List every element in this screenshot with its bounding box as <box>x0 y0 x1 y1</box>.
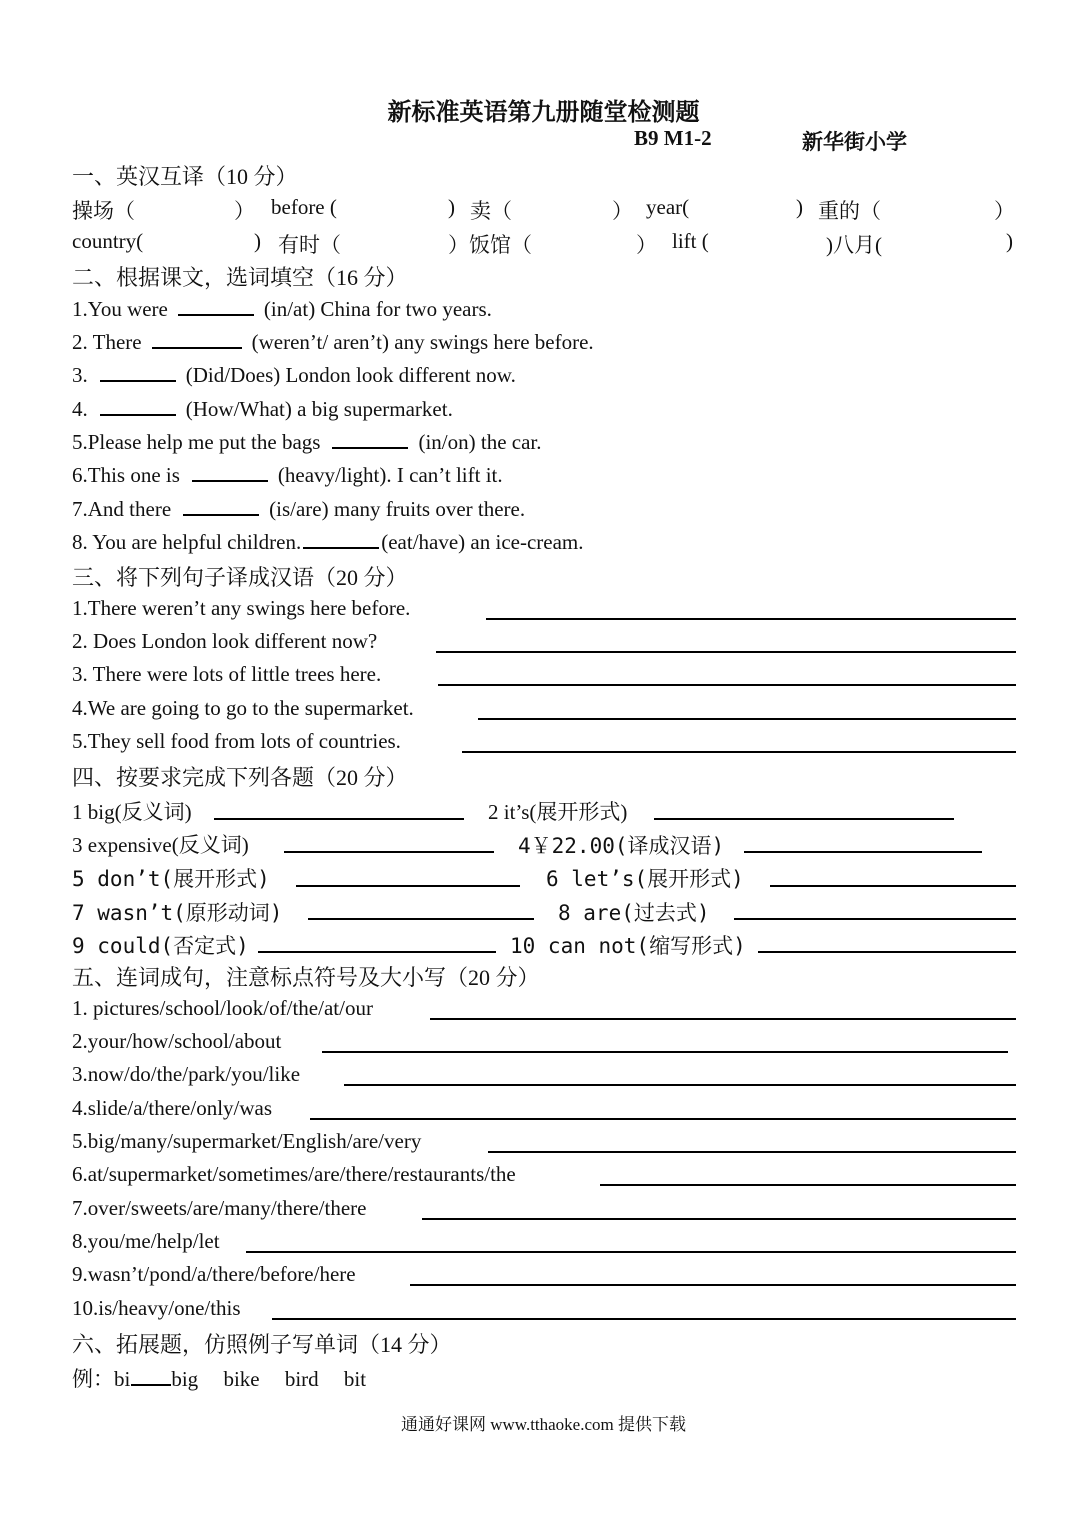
section-3-heading: 三、将下列句子译成汉语（20 分） <box>72 565 408 590</box>
fill-item-options: (is/are) many fruits over there. <box>269 497 526 521</box>
translate-item-2: 2. Does London look different now? <box>72 629 378 653</box>
fill-item-text: 6.This one is <box>72 463 180 487</box>
page-title: 新标准英语第九册随堂检测题 <box>387 100 700 126</box>
fill-item-options: (eat/have) an ice-cream. <box>381 530 584 554</box>
section-5-heading: 五、连词成句，注意标点符号及大小写（20 分） <box>72 965 540 990</box>
section-4-heading: 四、按要求完成下列各题（20 分） <box>72 765 408 790</box>
reorder-item-6: 6.at/supermarket/sometimes/are/there/restaurants/the <box>72 1162 516 1186</box>
fill-item-2 <box>72 329 594 355</box>
grammar-item-9: 9 could(否定式) <box>72 934 249 958</box>
example-word: bird <box>284 1367 319 1391</box>
vocab-item: )八月( <box>826 233 882 257</box>
answer-line[interactable] <box>478 718 1016 720</box>
answer-line[interactable] <box>734 918 1016 920</box>
answer-line[interactable] <box>296 885 520 887</box>
answer-line[interactable] <box>284 851 494 853</box>
fill-item-options: (weren’t/ aren’t) any swings here before. <box>251 330 594 354</box>
translate-item-4: 4.We are going to go to the supermarket. <box>72 696 414 720</box>
answer-line[interactable] <box>308 918 534 920</box>
fill-item-4 <box>72 396 453 422</box>
reorder-item-9: 9.wasn’t/pond/a/there/before/here <box>72 1262 356 1286</box>
vocab-item: country( <box>72 229 144 253</box>
answer-line[interactable] <box>422 1218 1016 1220</box>
grammar-item-7: 7 wasn’t(原形动词) <box>72 901 283 925</box>
fill-item-8 <box>72 529 584 555</box>
section-2-heading: 二、根据课文，选词填空（16 分） <box>72 265 408 290</box>
section-6-heading: 六、拓展题，仿照例子写单词（14 分） <box>72 1332 452 1357</box>
answer-line[interactable] <box>486 618 1016 620</box>
answer-blank[interactable] <box>178 296 254 316</box>
fill-item-options: (in/at) China for two years. <box>263 297 492 321</box>
fill-item-7 <box>72 496 525 522</box>
grammar-item-3: 3 expensive(反义词) <box>72 833 249 857</box>
vocab-paren: ) <box>254 229 261 253</box>
vocab-paren: ) <box>796 195 803 219</box>
answer-blank[interactable] <box>192 462 268 482</box>
reorder-item-5: 5.big/many/supermarket/English/are/very <box>72 1129 422 1153</box>
answer-line[interactable] <box>600 1184 1016 1186</box>
grammar-item-10: 10 can not(缩写形式) <box>510 934 746 958</box>
example-label: 例：bi <box>72 1367 131 1391</box>
answer-line[interactable] <box>410 1284 1016 1286</box>
fill-item-options: (in/on) the car. <box>418 430 542 454</box>
answer-blank[interactable] <box>152 329 242 349</box>
answer-line[interactable] <box>462 751 1016 753</box>
vocab-paren: ） <box>612 199 633 223</box>
vocab-paren: ) <box>1006 229 1013 253</box>
vocab-paren: ) <box>448 195 455 219</box>
grammar-item-5: 5 don’t(展开形式) <box>72 867 270 891</box>
translate-item-3: 3. There were lots of little trees here. <box>72 662 382 686</box>
vocab-item: 有时（ <box>278 233 341 257</box>
answer-line[interactable] <box>246 1251 1016 1253</box>
vocab-item: 操场（ <box>72 199 135 223</box>
answer-blank[interactable] <box>183 496 259 516</box>
answer-line[interactable] <box>436 651 1016 653</box>
answer-line[interactable] <box>310 1118 1016 1120</box>
section-1-heading: 一、英汉互译（10 分） <box>72 164 298 189</box>
fill-item-text: 3. <box>72 363 88 387</box>
example-word: bit <box>343 1367 367 1391</box>
fill-item-text: 7.And there <box>72 497 172 521</box>
answer-blank[interactable] <box>303 529 379 549</box>
vocab-item: 卖（ <box>470 199 512 223</box>
fill-item-1 <box>72 296 492 322</box>
answer-blank[interactable] <box>100 396 176 416</box>
reorder-item-8: 8.you/me/help/let <box>72 1229 220 1253</box>
grammar-item-6: 6 let’s(展开形式) <box>546 867 744 891</box>
fill-item-options: (How/What) a big supermarket. <box>185 397 453 421</box>
reorder-item-7: 7.over/sweets/are/many/there/there <box>72 1196 367 1220</box>
vocab-paren: ） <box>994 199 1015 223</box>
vocab-item: lift ( <box>672 229 709 253</box>
fill-item-text: 8. You are helpful children. <box>72 530 302 554</box>
fill-item-text: 4. <box>72 397 88 421</box>
example-word: big <box>171 1367 199 1391</box>
fill-item-3 <box>72 362 516 388</box>
vocab-paren: ） <box>636 233 657 257</box>
reorder-item-1: 1. pictures/school/look/of/the/at/our <box>72 996 373 1020</box>
fill-item-6 <box>72 462 503 488</box>
reorder-item-4: 4.slide/a/there/only/was <box>72 1096 273 1120</box>
answer-line[interactable] <box>654 818 954 820</box>
answer-blank[interactable] <box>332 429 408 449</box>
vocab-item: year( <box>646 195 690 219</box>
answer-line[interactable] <box>770 885 1016 887</box>
answer-line[interactable] <box>430 1018 1016 1020</box>
translate-item-5: 5.They sell food from lots of countries. <box>72 729 401 753</box>
answer-line[interactable] <box>344 1084 1016 1086</box>
answer-line[interactable] <box>758 951 1016 953</box>
vocab-paren: ） <box>234 199 255 223</box>
answer-line[interactable] <box>438 684 1016 686</box>
answer-blank[interactable] <box>100 362 176 382</box>
fill-item-text: 5.Please help me put the bags <box>72 430 321 454</box>
answer-line[interactable] <box>272 1318 1016 1320</box>
answer-line[interactable] <box>214 818 464 820</box>
fill-item-options: (heavy/light). I can’t lift it. <box>277 463 503 487</box>
reorder-item-2: 2.your/how/school/about <box>72 1029 282 1053</box>
fill-item-options: (Did/Does) London look different now. <box>185 363 516 387</box>
vocab-item: ）饭馆（ <box>448 233 532 257</box>
example-line <box>72 1363 366 1393</box>
answer-line[interactable] <box>488 1151 1016 1153</box>
translate-item-1: 1.There weren’t any swings here before. <box>72 596 411 620</box>
unit-code: B9 M1-2 <box>634 126 712 150</box>
answer-line[interactable] <box>744 851 982 853</box>
answer-line[interactable] <box>258 951 496 953</box>
school-name: 新华街小学 <box>802 130 907 154</box>
fill-item-5 <box>72 429 542 455</box>
fill-item-text: 1.You were <box>72 297 168 321</box>
grammar-item-2: 2 it’s(展开形式) <box>488 800 628 824</box>
grammar-item-1: 1 big(反义词) <box>72 800 192 824</box>
page-footer: 通通好课网 www.tthaoke.com 提供下载 <box>400 1415 687 1434</box>
example-word: bike <box>223 1367 260 1391</box>
grammar-item-4: 4￥22.00(译成汉语) <box>518 834 725 858</box>
fill-item-text: 2. There <box>72 330 142 354</box>
answer-line[interactable] <box>322 1051 1008 1053</box>
reorder-item-10: 10.is/heavy/one/this <box>72 1296 241 1320</box>
reorder-item-3: 3.now/do/the/park/you/like <box>72 1062 301 1086</box>
vocab-item: 重的（ <box>818 199 881 223</box>
example-blank <box>131 1370 171 1386</box>
grammar-item-8: 8 are(过去式) <box>558 901 710 925</box>
vocab-item: before ( <box>271 195 337 219</box>
